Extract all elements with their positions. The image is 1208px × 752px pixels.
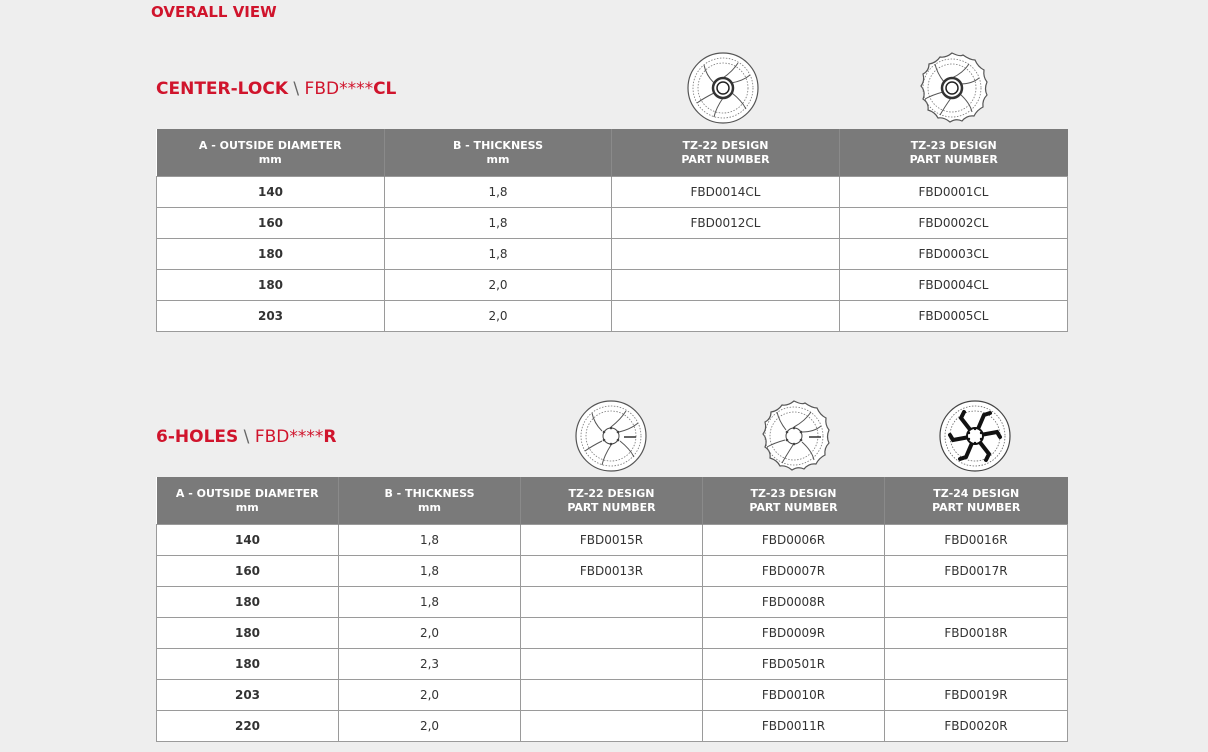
header-tz23-part-number: [840, 129, 1068, 177]
tz23-part-cell: FBD0501R: [703, 649, 885, 680]
thickness-cell: 1,8: [385, 239, 612, 270]
header-outside-diameter: [157, 477, 339, 525]
center-lock-table: [156, 129, 1068, 332]
table-row: [157, 618, 1068, 649]
diameter-cell: 180: [157, 618, 339, 649]
tz24-part-cell: [885, 587, 1068, 618]
header-line: PART NUMBER: [681, 152, 770, 166]
table-row: [157, 301, 1068, 332]
tz22-part-cell: [521, 618, 703, 649]
tz23-part-cell: FBD0011R: [703, 711, 885, 742]
table-row: [157, 208, 1068, 239]
center-lock-title: [156, 79, 396, 99]
header-line: TZ-22 DESIGN: [682, 138, 769, 152]
center-lock-title-suffix: CL: [373, 79, 397, 99]
tz23-part-cell: FBD0010R: [703, 680, 885, 711]
table-row: [157, 680, 1068, 711]
tz22-part-cell: [612, 239, 840, 270]
center-lock-title-main: CENTER-LOCK: [156, 79, 288, 99]
thickness-cell: 2,0: [339, 680, 521, 711]
table-row: [157, 556, 1068, 587]
header-outside-diameter: [157, 129, 385, 177]
diameter-cell: 140: [157, 177, 385, 208]
thickness-cell: 1,8: [339, 556, 521, 587]
header-line: A - OUTSIDE DIAMETER: [175, 486, 319, 500]
header-line: TZ-23 DESIGN: [750, 486, 837, 500]
tz-23-centerlock-disc-icon: [915, 51, 989, 125]
tz24-part-cell: FBD0019R: [885, 680, 1068, 711]
header-line: TZ-23 DESIGN: [910, 138, 997, 152]
tz23-part-cell: FBD0001CL: [840, 177, 1068, 208]
thickness-cell: 2,0: [385, 301, 612, 332]
six-holes-header-row: [157, 477, 1068, 525]
tz-22-6hole-disc-icon: [574, 399, 648, 473]
thickness-cell: 2,0: [339, 618, 521, 649]
diameter-cell: 220: [157, 711, 339, 742]
header-unit: mm: [418, 500, 441, 514]
header-line: TZ-22 DESIGN: [568, 486, 655, 500]
tz22-part-cell: [521, 587, 703, 618]
header-unit: mm: [235, 500, 259, 514]
tz23-part-cell: FBD0008R: [703, 587, 885, 618]
tz-24-6hole-disc-icon: [938, 399, 1012, 473]
table-row: [157, 587, 1068, 618]
tz22-part-cell: [612, 301, 840, 332]
thickness-cell: 2,3: [339, 649, 521, 680]
diameter-cell: 203: [157, 301, 385, 332]
header-line: PART NUMBER: [749, 500, 838, 514]
six-holes-title-suffix: R: [323, 427, 337, 447]
center-lock-title-separator: \: [293, 79, 300, 99]
tz-23-6hole-disc-icon: [757, 399, 831, 473]
table-row: [157, 525, 1068, 556]
tz23-part-cell: FBD0007R: [703, 556, 885, 587]
tz22-part-cell: [521, 680, 703, 711]
thickness-cell: 1,8: [385, 177, 612, 208]
table-row: [157, 711, 1068, 742]
tz23-part-cell: FBD0005CL: [840, 301, 1068, 332]
tz23-part-cell: FBD0009R: [703, 618, 885, 649]
thickness-cell: 1,8: [339, 525, 521, 556]
header-line: PART NUMBER: [909, 152, 998, 166]
tz23-part-cell: FBD0004CL: [840, 270, 1068, 301]
tz22-part-cell: [521, 649, 703, 680]
header-line: TZ-24 DESIGN: [933, 486, 1020, 500]
header-line: PART NUMBER: [932, 500, 1021, 514]
six-holes-title: [156, 427, 336, 447]
thickness-cell: 2,0: [339, 711, 521, 742]
header-line: B - THICKNESS: [452, 138, 544, 152]
table-row: [157, 177, 1068, 208]
diameter-cell: 140: [157, 525, 339, 556]
diameter-cell: 160: [157, 556, 339, 587]
six-holes-title-separator: \: [243, 427, 250, 447]
tz24-part-cell: FBD0018R: [885, 618, 1068, 649]
thickness-cell: 2,0: [385, 270, 612, 301]
tz24-part-cell: FBD0017R: [885, 556, 1068, 587]
tz23-part-cell: FBD0002CL: [840, 208, 1068, 239]
tz24-part-cell: FBD0020R: [885, 711, 1068, 742]
tz23-part-cell: FBD0003CL: [840, 239, 1068, 270]
tz22-part-cell: FBD0014CL: [612, 177, 840, 208]
table-row: [157, 270, 1068, 301]
tz22-part-cell: [612, 270, 840, 301]
six-holes-title-prefix: FBD****: [254, 427, 324, 447]
header-thickness: [339, 477, 521, 525]
diameter-cell: 180: [157, 239, 385, 270]
diameter-cell: 203: [157, 680, 339, 711]
header-tz22-part-number: [521, 477, 703, 525]
header-line: PART NUMBER: [567, 500, 656, 514]
header-unit: mm: [486, 152, 510, 166]
tz22-part-cell: [521, 711, 703, 742]
header-tz22-part-number: [612, 129, 840, 177]
diameter-cell: 180: [157, 587, 339, 618]
six-holes-title-main: 6-HOLES: [156, 427, 239, 447]
center-lock-title-prefix: FBD****: [304, 79, 374, 99]
header-line: B - THICKNESS: [384, 486, 475, 500]
six-holes-table: [156, 477, 1068, 742]
header-unit: mm: [258, 152, 282, 166]
tz23-part-cell: FBD0006R: [703, 525, 885, 556]
tz22-part-cell: FBD0012CL: [612, 208, 840, 239]
tz24-part-cell: FBD0016R: [885, 525, 1068, 556]
header-tz23-part-number: [703, 477, 885, 525]
thickness-cell: 1,8: [339, 587, 521, 618]
diameter-cell: 160: [157, 208, 385, 239]
header-tz24-part-number: [885, 477, 1068, 525]
diameter-cell: 180: [157, 649, 339, 680]
tz22-part-cell: FBD0013R: [521, 556, 703, 587]
thickness-cell: 1,8: [385, 208, 612, 239]
header-line: A - OUTSIDE DIAMETER: [198, 138, 342, 152]
tz22-part-cell: FBD0015R: [521, 525, 703, 556]
table-row: [157, 649, 1068, 680]
center-lock-header-row: [157, 129, 1068, 177]
tz24-part-cell: [885, 649, 1068, 680]
table-row: [157, 239, 1068, 270]
tz-22-centerlock-disc-icon: [686, 51, 760, 125]
diameter-cell: 180: [157, 270, 385, 301]
page-heading: OVERALL VIEW: [151, 3, 277, 21]
header-thickness: [385, 129, 612, 177]
